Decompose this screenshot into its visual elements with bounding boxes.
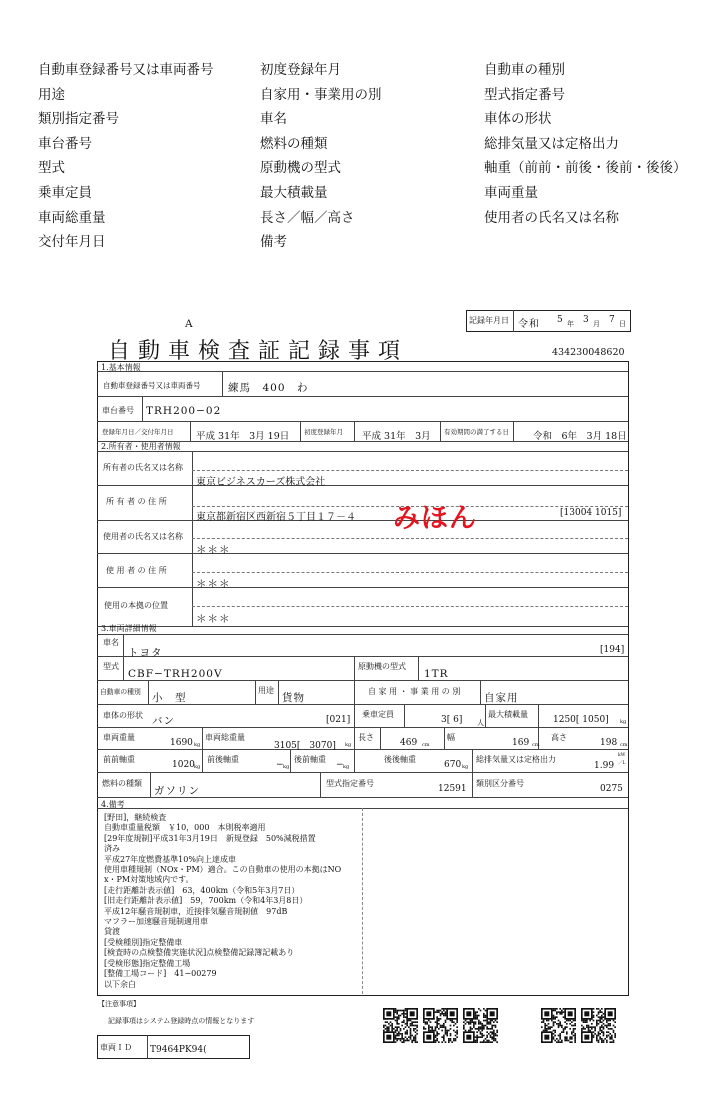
capacity-unit: 人 xyxy=(477,719,484,727)
displacement-label: 総排気量又は定格出力 xyxy=(476,755,556,764)
user-address-label: 使 用 者 の 住 所 xyxy=(106,566,167,575)
remarks-text xyxy=(104,813,341,990)
legend-item: 型式指定番号 xyxy=(484,86,565,103)
purpose: 貨物 xyxy=(282,692,305,704)
engine-label: 原動機の型式 xyxy=(358,662,406,671)
legend-item: 長さ／幅／高さ xyxy=(260,209,355,226)
notice-text: 記録事項はシステム登録時点の情報となります xyxy=(108,1017,255,1025)
legend-item: 最大積載量 xyxy=(260,185,328,201)
front-rear-axle-unit: kg xyxy=(283,764,290,770)
width-label: 幅 xyxy=(447,733,455,742)
engine-model: 1TR xyxy=(424,668,449,680)
base-location: ＊＊＊ xyxy=(196,613,231,625)
record-date-month-unit: 月 xyxy=(593,320,600,328)
private-commercial-label: 自 家 用 ・ 事 業 用 の 別 xyxy=(368,687,461,696)
front-rear-axle-label: 前後軸重 xyxy=(207,755,239,764)
legend-item: 類別指定番号 xyxy=(38,111,119,128)
front-front-axle-unit: kg xyxy=(194,764,201,770)
remark-line: [走行距離計表示値] 63，400km（令和5年3月7日） xyxy=(104,885,300,895)
remark-line: [受検形態]指定整備工場 xyxy=(104,958,191,968)
user-name: ＊＊＊ xyxy=(196,544,231,556)
legend-item: 交付年月日 xyxy=(38,234,106,251)
max-load-label: 最大積載量 xyxy=(488,710,528,719)
legend-item: 初度登録年月 xyxy=(260,62,341,78)
body-shape: バン xyxy=(152,715,175,727)
legend-item: 燃料の種類 xyxy=(260,135,328,152)
remark-line: [野田]，継続検査 xyxy=(104,813,167,822)
section-basic-info: 1.基本情報 xyxy=(101,363,141,372)
legend-item: 原動機の型式 xyxy=(260,160,341,177)
legend-item: 軸重（前前・前後・後前・後後） xyxy=(484,160,687,177)
remark-line: [検査時の点検整備実施状況]点検整備記録簿記載あり xyxy=(104,948,295,958)
legend-item: 備考 xyxy=(260,234,287,251)
purpose-label: 用途 xyxy=(258,686,274,695)
type-designation-number: 12591 xyxy=(438,784,467,794)
maker-label: 車名 xyxy=(103,638,119,647)
remark-line: 以下余白 xyxy=(104,979,136,989)
vehicle-id: T9464PK94( xyxy=(150,1045,207,1055)
expiry-label: 有効期間の満了する日 xyxy=(444,428,509,436)
remark-line: [整備工場コード] 41−00279 xyxy=(104,969,217,979)
remark-line: [旧走行距離計表示値] 59，700km（令和4年3月8日） xyxy=(104,896,308,906)
height: 198 xyxy=(600,738,618,748)
rear-front-axle-unit: kg xyxy=(343,764,350,770)
gross-weight-label: 車両総重量 xyxy=(205,733,245,742)
body-shape-label: 車体の形状 xyxy=(103,711,143,720)
registration-date: 平成 31年 3月 19日 xyxy=(196,431,290,442)
rear-front-axle: − xyxy=(336,760,344,770)
capacity: 3[ 6] xyxy=(441,715,463,725)
capacity-label: 乗車定員 xyxy=(362,710,394,719)
legend-item: 車両重量 xyxy=(484,185,538,201)
registration-number-label: 自動車登録番号又は車両番号 xyxy=(103,381,201,390)
width: 169 xyxy=(512,738,530,748)
record-date-year: 5 xyxy=(557,315,564,325)
remark-line: 自動車重量税額 ￥10，000 本則税率適用 xyxy=(104,823,266,833)
length: 469 xyxy=(400,738,418,748)
max-load: 1250[ 1050] xyxy=(553,715,609,725)
expiry-date: 令和 6年 3月 18日 xyxy=(533,431,627,442)
qr-code-icon xyxy=(463,1008,498,1043)
owner-address-label: 所 有 者 の 住 所 xyxy=(106,497,167,506)
remark-line: 使用車種規制（NOx・PM）適合。この自動車の使用の本拠はNO xyxy=(104,865,342,875)
record-date-day: 7 xyxy=(609,315,616,325)
legend-item: 自動車の種別 xyxy=(484,62,565,78)
document-mark: A xyxy=(185,318,194,330)
vehicle-type-label: 自動車の種別 xyxy=(100,688,141,696)
section-owner-user: 2.所有者・使用者情報 xyxy=(101,442,181,451)
legend-item: 乗車定員 xyxy=(38,185,92,201)
length-unit: cm xyxy=(422,742,430,748)
rear-rear-axle: 670 xyxy=(444,760,462,770)
height-label: 高さ xyxy=(551,733,567,742)
front-rear-axle: − xyxy=(276,760,284,770)
gross-weight: 3105[ 3070] xyxy=(274,741,336,751)
width-unit: cm xyxy=(532,742,540,748)
user-address: ＊＊＊ xyxy=(196,578,231,590)
record-date-year-unit: 年 xyxy=(567,320,574,328)
remark-line: 平成27年度燃費基準10%向上達成車 xyxy=(104,854,236,864)
legend-item: 型式 xyxy=(38,160,65,177)
section-vehicle-details: 3.車両詳細情報 xyxy=(101,624,157,633)
remark-line: マフラー加速騒音規制適用車 xyxy=(104,917,208,927)
front-front-axle: 1020 xyxy=(172,760,195,770)
owner-address: 東京都新宿区西新宿５丁目１７－４ xyxy=(196,512,356,523)
legend-item: 車両総重量 xyxy=(38,209,106,226)
record-date-day-unit: 日 xyxy=(619,320,626,328)
qr-code-icon xyxy=(383,1008,418,1043)
class-label: 類別区分番号 xyxy=(476,779,524,788)
maker: トヨタ xyxy=(128,647,163,659)
legend-item: 自家用・事業用の別 xyxy=(260,86,382,103)
first-registration-label: 初度登録年月 xyxy=(304,428,343,436)
remark-line: x・PM対策地域内です。 xyxy=(104,875,194,885)
legend-item: 車台番号 xyxy=(38,135,92,152)
record-date-era: 令和 xyxy=(518,319,540,330)
max-load-unit: kg xyxy=(620,719,627,725)
owner-name: 東京ビジネスカーズ株式会社 xyxy=(196,477,326,488)
legend-item: 車名 xyxy=(260,111,287,128)
remark-line: 平成12年騒音規制車，近接排気騒音規制値 97dB xyxy=(104,906,288,916)
remark-line: [受検種別]指定整備車 xyxy=(104,937,183,947)
vehicle-weight-label: 車両重量 xyxy=(103,733,135,742)
section-remarks: 4.備考 xyxy=(101,800,125,809)
qr-code-icon xyxy=(541,1008,576,1043)
front-front-axle-label: 前前軸重 xyxy=(103,755,135,764)
vehicle-type: 小 型 xyxy=(152,692,187,704)
notice-label: 【注意事項】 xyxy=(98,1000,140,1008)
legend-item: 使用者の氏名又は名称 xyxy=(484,209,619,226)
serial-number: 434230048620 xyxy=(552,347,625,358)
record-date-label: 記録年月日 xyxy=(469,316,509,325)
registration-number: 練馬 400 わ xyxy=(228,382,309,394)
legend-item: 用途 xyxy=(38,86,65,103)
rear-rear-axle-label: 後後軸重 xyxy=(384,755,416,764)
body-shape-code: [021] xyxy=(326,715,351,725)
owner-name-label: 所有者の氏名又は名称 xyxy=(103,463,183,472)
sample-watermark: みほん xyxy=(393,503,477,534)
record-date-month: 3 xyxy=(583,315,590,325)
chassis-number-label: 車台番号 xyxy=(102,406,134,415)
legend-item: 総排気量又は定格出力 xyxy=(484,135,619,152)
legend-item: 車体の形状 xyxy=(484,111,552,128)
height-unit: cm xyxy=(620,742,628,748)
rear-front-axle-label: 後前軸重 xyxy=(294,755,326,764)
rear-rear-axle-unit: kg xyxy=(462,764,469,770)
private-commercial: 自家用 xyxy=(484,692,519,704)
qr-code-icon xyxy=(581,1008,616,1043)
owner-address-code: [13004 1015] xyxy=(560,508,622,518)
displacement: 1.99 xyxy=(594,761,615,771)
model: CBF−TRH200V xyxy=(128,668,223,680)
fuel: ガソリン xyxy=(154,785,200,797)
remark-line: 貸渡 xyxy=(104,927,120,937)
registration-date-label: 登録年月日／交付年月日 xyxy=(102,428,174,436)
base-location-label: 使用の本拠の位置 xyxy=(104,601,168,610)
fuel-label: 燃料の種類 xyxy=(102,779,142,788)
user-name-label: 使用者の氏名又は名称 xyxy=(103,532,183,541)
first-registration: 平成 31年 3月 xyxy=(362,431,431,442)
gross-weight-unit: kg xyxy=(345,742,352,748)
type-designation-label: 型式指定番号 xyxy=(326,779,374,788)
maker-code: [194] xyxy=(600,645,625,655)
chassis-number: TRH200−02 xyxy=(146,405,222,417)
length-label: 長さ xyxy=(358,733,374,742)
legend-item: 自動車登録番号又は車両番号 xyxy=(38,62,214,78)
remark-line: [29年度規制]平成31年3月19日 新規登録 50%減税措置 xyxy=(104,833,316,843)
qr-code-icon xyxy=(423,1008,458,1043)
displacement-unit: kW／L xyxy=(618,753,626,766)
document-title: 自動車検査証記録事項 xyxy=(108,339,409,364)
vehicle-weight-unit: kg xyxy=(194,742,201,748)
vehicle-weight: 1690 xyxy=(170,738,193,748)
class-number: 0275 xyxy=(600,784,623,794)
remark-line: 済み xyxy=(104,844,120,854)
model-label: 型式 xyxy=(103,662,119,671)
vehicle-id-label: 車両ＩＤ xyxy=(100,1043,132,1052)
